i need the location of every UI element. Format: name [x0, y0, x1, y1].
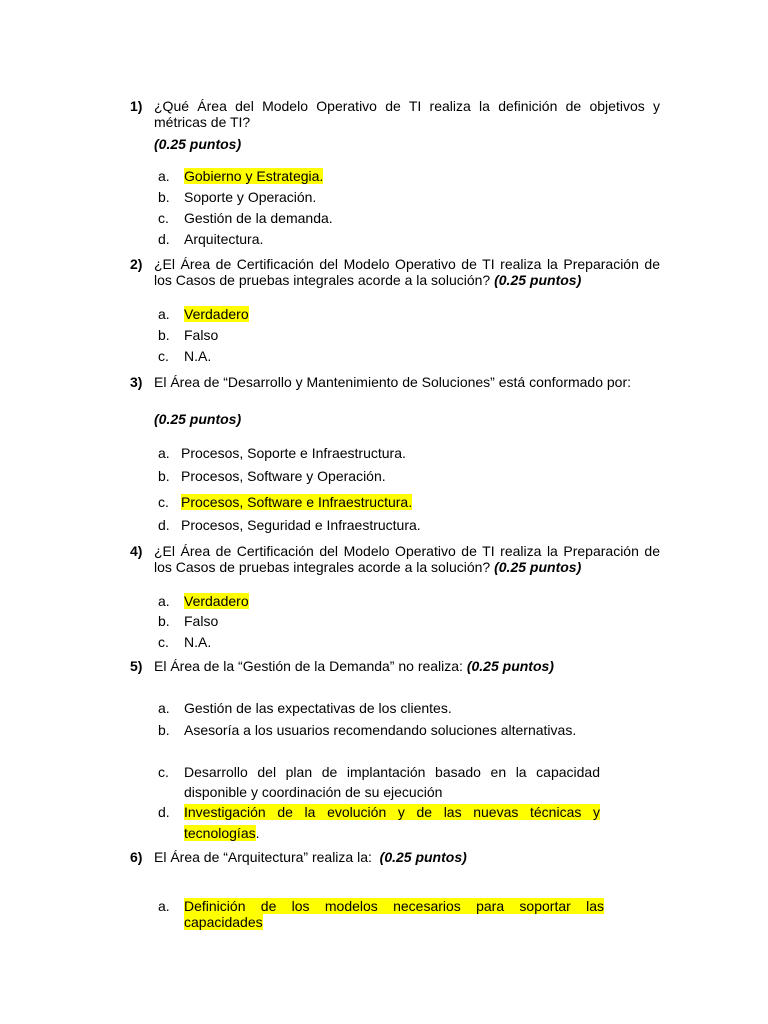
option-4a: [158, 593, 249, 609]
question-text: El Área de “Arquitectura” realiza la:: [154, 849, 372, 865]
option-text: Arquitectura.: [184, 231, 264, 247]
option-letter: b.: [158, 327, 170, 343]
option-1a: [158, 168, 323, 184]
option-text: N.A.: [184, 634, 212, 650]
option-letter: b.: [158, 613, 170, 629]
option-letter: a.: [158, 593, 170, 609]
option-text: Falso: [184, 613, 219, 629]
question-points: (0.25 puntos): [379, 849, 467, 865]
option-3d: [158, 517, 421, 533]
option-5c: [158, 762, 600, 802]
option-text: Desarrollo del plan de implantación basado en la capacidad disponible y coordinación de su ejecución: [184, 764, 600, 800]
option-letter: c.: [158, 210, 169, 226]
option-letter: d.: [158, 517, 170, 533]
option-letter: a.: [158, 898, 170, 914]
option-letter: a.: [158, 306, 170, 322]
option-2b: [158, 327, 218, 343]
question-number: 1): [130, 98, 143, 114]
option-letter: c.: [158, 634, 169, 650]
option-1b: [158, 189, 316, 205]
option-letter: d.: [158, 804, 170, 820]
option-5d: [158, 802, 600, 844]
option-4c: [158, 634, 211, 650]
option-3a: [158, 445, 406, 461]
option-text: Verdadero: [184, 306, 249, 322]
option-text: Investigación de la evolución y de las nuevas técnicas y tecnologías: [184, 804, 600, 841]
option-letter: c.: [158, 494, 169, 510]
question-points: (0.25 puntos): [466, 658, 554, 674]
question-2: [130, 256, 660, 288]
option-text: Procesos, Soporte e Infraestructura.: [181, 445, 406, 461]
option-text: Procesos, Seguridad e Infraestructura.: [181, 517, 421, 533]
option-5b: [158, 720, 600, 740]
option-text: Falso: [184, 327, 219, 343]
question-text: El Área de la “Gestión de la Demanda” no realiza:: [154, 658, 463, 674]
question-points: (0.25 puntos): [154, 411, 242, 427]
option-4b: [158, 613, 218, 629]
option-text: N.A.: [184, 348, 212, 364]
question-points: (0.25 puntos): [494, 272, 582, 288]
question-number: 3): [130, 374, 143, 390]
option-text: Procesos, Software y Operación.: [181, 468, 386, 484]
option-letter: b.: [158, 189, 170, 205]
question-4: [130, 543, 660, 575]
question-3: [130, 374, 660, 390]
option-letter: d.: [158, 231, 170, 247]
option-3c: [158, 494, 412, 510]
question-number: 2): [130, 256, 143, 272]
option-text: Gestión de la demanda.: [184, 210, 333, 226]
option-1c: [158, 210, 333, 226]
option-text: Soporte y Operación.: [184, 189, 317, 205]
question-number: 4): [130, 543, 143, 559]
option-text: Verdadero: [184, 593, 249, 609]
option-letter: a.: [158, 700, 170, 716]
option-text: Asesoría a los usuarios recomendando soluciones alternativas.: [184, 722, 577, 738]
option-5a: [158, 700, 600, 716]
question-points: (0.25 puntos): [154, 136, 242, 152]
option-letter: a.: [158, 168, 170, 184]
question-6: [130, 849, 660, 865]
option-1d: [158, 231, 263, 247]
option-letter: b.: [158, 722, 170, 738]
option-letter: b.: [158, 468, 170, 484]
question-number: 6): [130, 849, 143, 865]
question-text: ¿El Área de Certificación del Modelo Operativo de TI realiza la Preparación de los Casos de pruebas integrales acorde a la solución?: [154, 543, 660, 575]
option-letter: c.: [158, 348, 169, 364]
question-1: [130, 98, 660, 130]
option-text: Procesos, Software e Infraestructura.: [181, 494, 413, 510]
question-number: 5): [130, 658, 143, 674]
question-5: [130, 658, 660, 674]
option-6a: [158, 898, 604, 930]
question-text: El Área de “Desarrollo y Mantenimiento de Soluciones” está conformado por:: [154, 374, 632, 390]
question-points: (0.25 puntos): [494, 559, 582, 575]
option-suffix: .: [255, 825, 260, 841]
option-letter: a.: [158, 445, 170, 461]
option-text: Gestión de las expectativas de los clientes.: [184, 700, 452, 716]
option-text: Definición de los modelos necesarios para soportar las capacidades: [184, 898, 604, 930]
option-2c: [158, 348, 211, 364]
option-letter: c.: [158, 764, 169, 780]
question-text: ¿Qué Área del Modelo Operativo de TI realiza la definición de objetivos y métricas de TI?: [154, 98, 660, 130]
question-text: ¿El Área de Certificación del Modelo Operativo de TI realiza la Preparación de los Casos de pruebas integrales acorde a la solución?: [154, 256, 660, 288]
option-text: Gobierno y Estrategia.: [184, 168, 324, 184]
option-3b: [158, 468, 386, 484]
option-2a: [158, 306, 249, 322]
